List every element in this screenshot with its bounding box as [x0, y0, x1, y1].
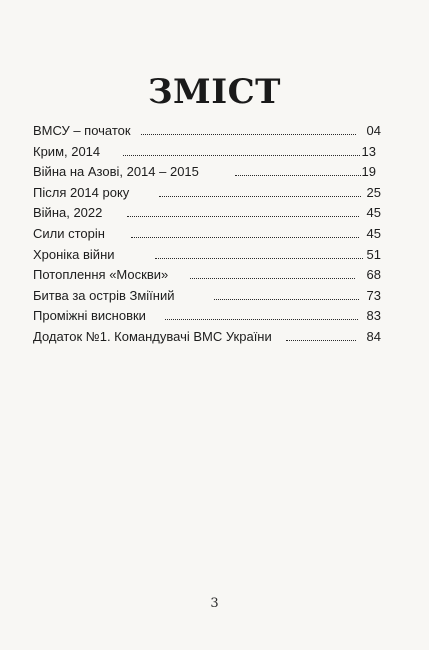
toc-entry-page-number: 04 — [366, 123, 381, 138]
toc-dot-leader — [131, 237, 359, 238]
toc-entry-page-number: 45 — [366, 225, 381, 241]
toc-entry-page-number: 13 — [361, 143, 376, 159]
toc-entry[interactable] — [33, 183, 381, 204]
toc-entry[interactable] — [33, 286, 381, 307]
page-title: ЗМІСТ — [148, 72, 281, 112]
toc-entry[interactable] — [33, 121, 381, 142]
toc-entry-page-number: 68 — [366, 267, 381, 283]
toc-entry-page-number: 73 — [366, 287, 381, 303]
toc-entry-title: Після 2014 року — [33, 184, 130, 200]
toc-entry-title: Сили сторін — [33, 225, 105, 241]
toc-entry-page-number: 51 — [366, 246, 381, 262]
toc-dot-leader — [235, 175, 361, 176]
toc-entry[interactable] — [33, 265, 381, 286]
toc-entry-title: ВМСУ – початок — [33, 123, 131, 138]
page-number: 3 — [210, 596, 219, 611]
toc-entry-title: Хроніка війни — [33, 246, 115, 262]
toc-dot-leader — [286, 340, 356, 341]
toc-entry[interactable] — [33, 142, 381, 163]
toc-dot-leader — [159, 196, 361, 197]
toc-entry-title: Потоплення «Москви» — [33, 267, 169, 283]
toc-dot-leader — [165, 319, 358, 320]
toc-entry-page-number: 19 — [361, 164, 376, 180]
toc-entry-title: Війна на Азові, 2014 – 2015 — [33, 164, 199, 180]
toc-entry[interactable] — [33, 162, 381, 183]
toc-dot-leader — [190, 278, 355, 279]
toc-entry-title: Додаток №1. Командувачі ВМС України — [33, 328, 272, 344]
toc-dot-leader — [123, 155, 360, 156]
toc-entry[interactable] — [33, 306, 381, 327]
toc-entry[interactable] — [33, 224, 381, 245]
toc-entry[interactable] — [33, 245, 381, 266]
toc-entry-title: Війна, 2022 — [33, 205, 103, 221]
toc-entry[interactable] — [33, 327, 381, 348]
toc-entry-title: Битва за острів Зміїний — [33, 287, 175, 303]
table-of-contents — [33, 121, 381, 348]
toc-entry-title: Проміжні висновки — [33, 308, 146, 324]
toc-dot-leader — [214, 299, 359, 300]
toc-dot-leader — [155, 258, 363, 259]
toc-entry-page-number: 25 — [366, 184, 381, 200]
toc-entry-page-number: 45 — [366, 205, 381, 221]
toc-entry-page-number: 83 — [366, 308, 381, 324]
toc-entry[interactable] — [33, 203, 381, 224]
toc-dot-leader — [141, 134, 356, 135]
toc-dot-leader — [127, 216, 359, 217]
toc-entry-page-number: 84 — [366, 328, 381, 344]
toc-entry-title: Крим, 2014 — [33, 143, 101, 159]
